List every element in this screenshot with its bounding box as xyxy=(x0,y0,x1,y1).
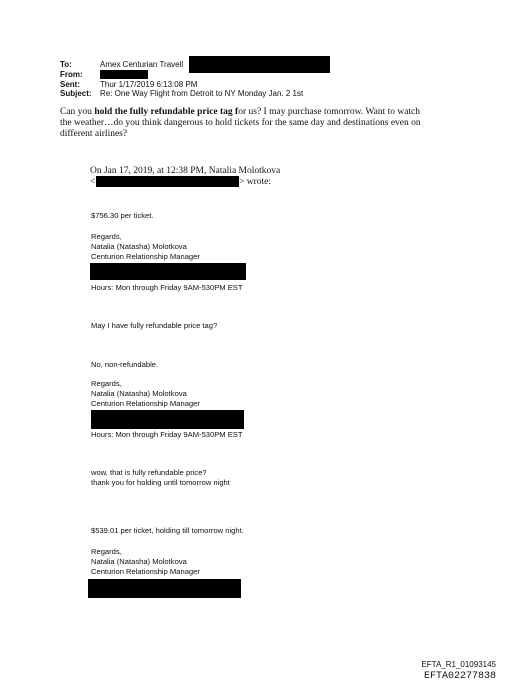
hours-2: Hours: Mon through Friday 9AM-530PM EST xyxy=(91,430,243,439)
redaction-contact-3 xyxy=(88,579,241,598)
redaction-sender-email xyxy=(96,176,239,187)
quote-wrote: > wrote: xyxy=(239,177,272,187)
quote-attribution: On Jan 17, 2019, at 12:38 PM, Natalia Molotkova xyxy=(90,166,281,176)
to-value: Amex Centurian Travell xyxy=(100,60,184,69)
message-intro-bold: hold the fully refundable price tag f xyxy=(94,107,239,117)
redaction-contact-1 xyxy=(90,263,246,280)
question-1: May I have fully refundable price tag? xyxy=(91,321,218,330)
to-label: To: xyxy=(60,60,72,69)
price-line-1: $756.30 per ticket. xyxy=(91,211,154,220)
sent-label: Sent: xyxy=(60,80,80,89)
message-line-3: different airlines? xyxy=(60,129,128,139)
subject-value: Re: One Way Flight from Detroit to NY Monday Jan. 2 1st xyxy=(100,89,304,98)
from-label: From: xyxy=(60,70,83,79)
subject-label: Subject: xyxy=(60,89,92,98)
question-2b: thank you for holding until tomorrow night xyxy=(91,478,230,487)
price-line-2: $539.01 per ticket, holding till tomorrow night. xyxy=(91,526,244,535)
signature-name-2: Natalia (Natasha) Molotkova xyxy=(91,389,187,398)
sent-value: Thur 1/17/2019 6:13:08 PM xyxy=(100,80,198,89)
message-line-1 xyxy=(60,107,420,118)
regards-2: Regards, xyxy=(91,379,122,388)
signature-role-1: Centurion Relationship Manager xyxy=(91,252,200,261)
signature-name-1: Natalia (Natasha) Molotkova xyxy=(91,242,187,251)
redaction-from xyxy=(100,70,148,79)
redaction-to xyxy=(189,56,330,73)
bates-number-1: EFTA_R1_01093145 xyxy=(421,660,496,669)
answer-1: No, non-refundable. xyxy=(91,360,159,369)
bates-number-2: EFTA02277838 xyxy=(423,671,496,682)
question-2a: wow, that is fully refundable price? xyxy=(91,468,207,477)
message-line-2: the weather…do you think dangerous to hold tickets for the same day and destinations even on xyxy=(60,118,421,128)
regards-1: Regards, xyxy=(91,232,122,241)
signature-role-2: Centurion Relationship Manager xyxy=(91,399,200,408)
signature-name-3: Natalia (Natasha) Molotkova xyxy=(91,557,187,566)
message-intro-post: or us? I may purchase tomorrow. Want to watch xyxy=(238,107,421,117)
quote-lt: < xyxy=(90,177,96,187)
regards-3: Regards, xyxy=(91,547,122,556)
message-intro-pre: Can you xyxy=(60,107,95,117)
signature-role-3: Centurion Relationship Manager xyxy=(91,567,200,576)
redaction-contact-2 xyxy=(91,410,244,429)
hours-1: Hours: Mon through Friday 9AM-530PM EST xyxy=(91,283,243,292)
